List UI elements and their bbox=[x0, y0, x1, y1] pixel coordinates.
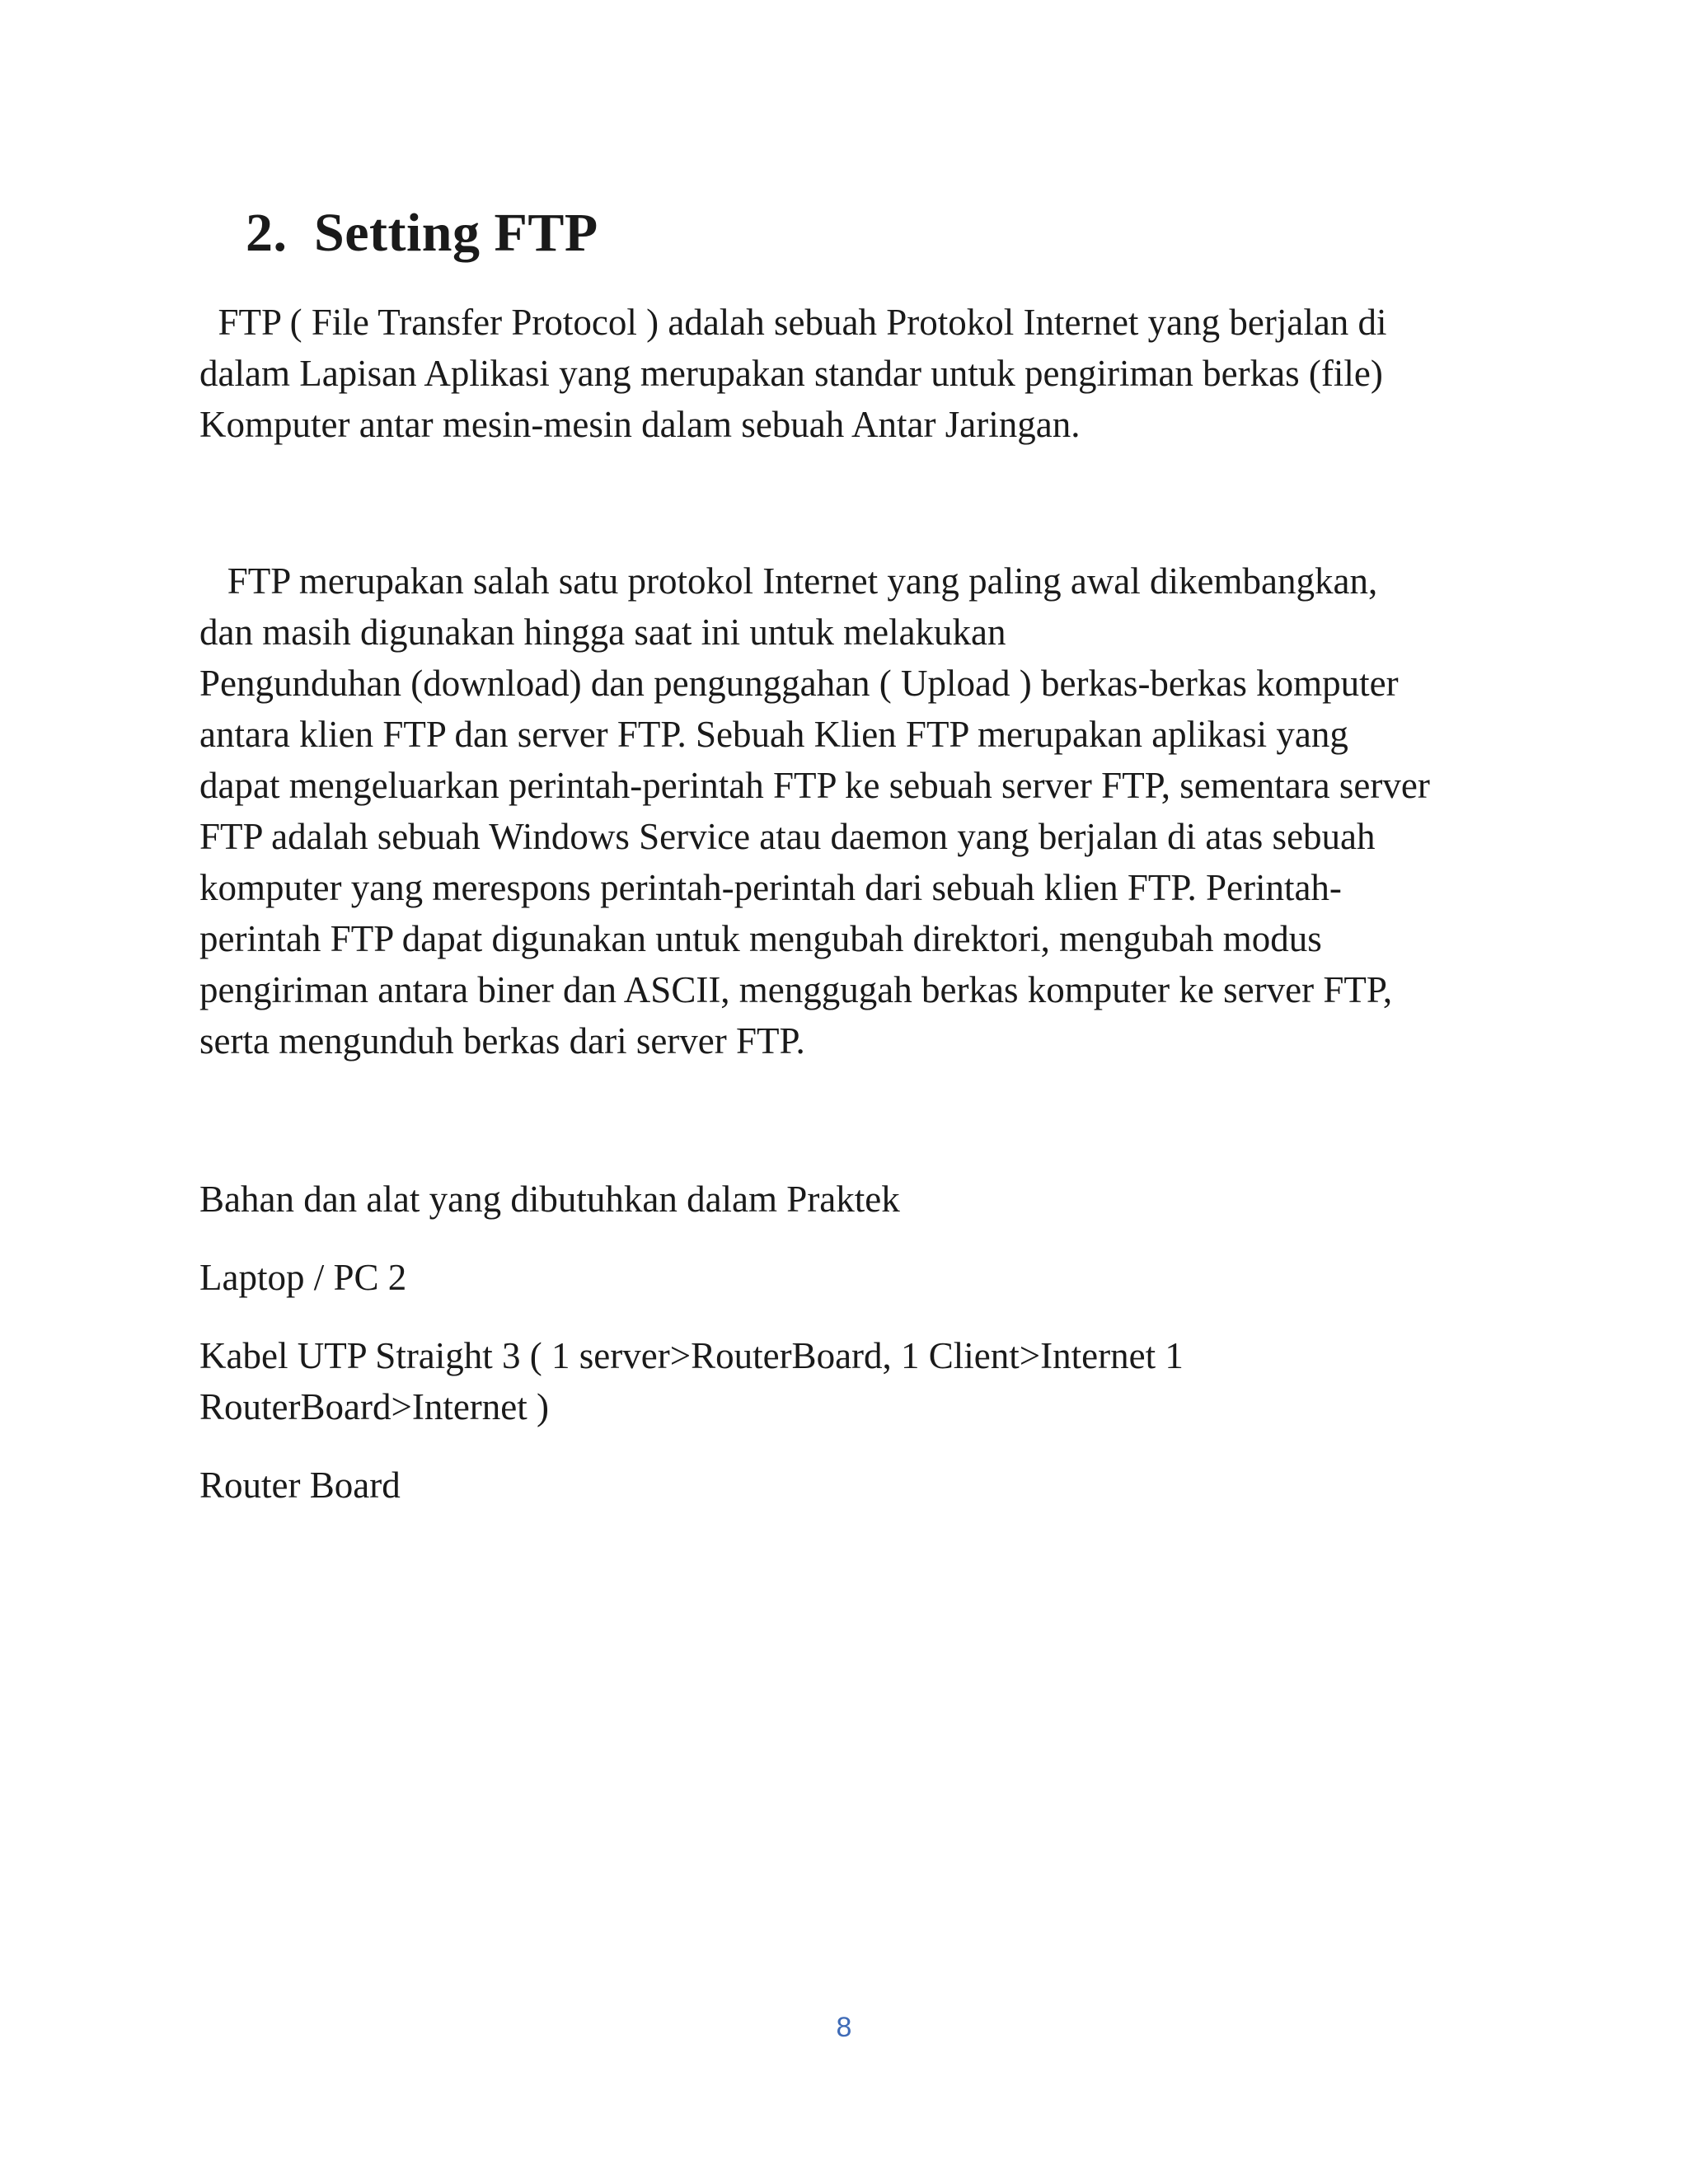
materials-cable-line: Kabel UTP Straight 3 ( 1 server>RouterBoard, 1 Client>Internet 1 bbox=[199, 1335, 1184, 1376]
paragraph-line: FTP adalah sebuah Windows Service atau daemon yang berjalan di atas sebuah bbox=[199, 816, 1376, 857]
materials-title: Bahan dan alat yang dibutuhkan dalam Praktek bbox=[199, 1179, 900, 1220]
materials-item-cable bbox=[199, 1330, 1184, 1432]
paragraph-line: perintah FTP dapat digunakan untuk mengubah direktori, mengubah modus bbox=[199, 918, 1322, 959]
paragraph-line: dapat mengeluarkan perintah-perintah FTP ke sebuah server FTP, sementara server bbox=[199, 765, 1430, 806]
paragraph-line: Komputer antar mesin-mesin dalam sebuah Antar Jaringan. bbox=[199, 404, 1081, 445]
paragraph-line: serta mengunduh berkas dari server FTP. bbox=[199, 1020, 805, 1062]
materials-cable-line: RouterBoard>Internet ) bbox=[199, 1386, 549, 1427]
paragraph-line: dan masih digunakan hingga saat ini untuk melakukan bbox=[199, 612, 1006, 653]
paragraph-line: komputer yang merespons perintah-perintah dari sebuah klien FTP. Perintah- bbox=[199, 867, 1342, 908]
page-number: 8 bbox=[836, 2012, 852, 2043]
section-title: Setting FTP bbox=[314, 203, 598, 263]
section-number: 2. bbox=[246, 203, 288, 263]
paragraph-line: FTP ( File Transfer Protocol ) adalah sebuah Protokol Internet yang berjalan di bbox=[199, 302, 1387, 343]
paragraph-ftp-usage bbox=[199, 555, 1518, 1066]
paragraph-line: dalam Lapisan Aplikasi yang merupakan standar untuk pengiriman berkas (file) bbox=[199, 353, 1383, 394]
paragraph-line: pengiriman antara biner dan ASCII, menggugah berkas komputer ke server FTP, bbox=[199, 969, 1393, 1010]
paragraph-ftp-definition bbox=[199, 297, 1518, 450]
paragraph-line: Pengunduhan (download) dan pengunggahan ( Upload ) berkas-berkas komputer bbox=[199, 663, 1399, 704]
materials-item-laptop: Laptop / PC 2 bbox=[199, 1257, 407, 1298]
section-heading bbox=[246, 196, 598, 270]
paragraph-line: FTP merupakan salah satu protokol Internet yang paling awal dikembangkan, bbox=[199, 560, 1378, 602]
paragraph-line: antara klien FTP dan server FTP. Sebuah Klien FTP merupakan aplikasi yang bbox=[199, 714, 1348, 755]
materials-item-router: Router Board bbox=[199, 1465, 401, 1506]
